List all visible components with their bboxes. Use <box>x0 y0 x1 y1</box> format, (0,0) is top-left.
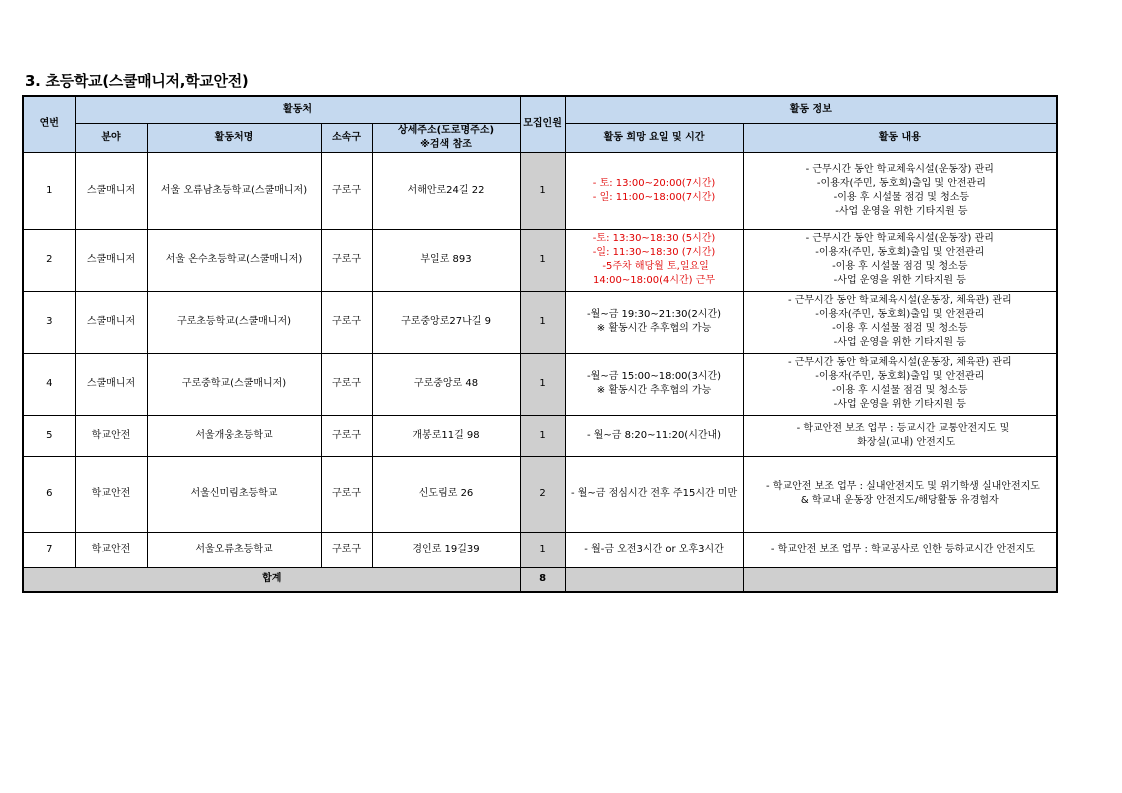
table-row <box>23 152 1057 229</box>
schedule-line: - 월~금 점심시간 전후 주15시간 미만 <box>570 488 738 499</box>
row-count: 1 <box>520 229 565 291</box>
content-line: -이용 후 시설물 점검 및 청소등 <box>832 385 968 396</box>
school-activity-table <box>22 95 1058 593</box>
table-row <box>23 415 1057 456</box>
header-schedule: 활동 희망 요일 및 시간 <box>565 123 743 152</box>
content-line: - 근무시간 동안 학교체육시설(운동장, 체육관) 관리 <box>787 357 1012 368</box>
schedule-line: ※ 활동시간 추후협의 가능 <box>596 323 712 334</box>
row-no: 4 <box>23 353 75 415</box>
content-line: -사업 운영을 위한 기타지원 등 <box>832 205 968 217</box>
row-no: 2 <box>23 229 75 291</box>
schedule-line: 14:00~18:00(4시간) 근무 <box>593 275 716 286</box>
row-district: 구로구 <box>321 415 372 456</box>
row-field: 학교안전 <box>75 532 147 567</box>
row-content <box>743 415 1057 456</box>
content-line: -이용 후 시설물 점검 및 청소등 <box>832 261 968 272</box>
header-field: 분야 <box>75 123 147 152</box>
schedule-line: -일: 11:30~18:30 (7시간) <box>592 247 716 258</box>
content-line: - 학교안전 보조 업무 : 실내안전지도 및 위기학생 실내안전지도 <box>759 481 1040 492</box>
row-count: 2 <box>520 456 565 532</box>
header-address-line2: ※검색 참조 <box>420 138 472 150</box>
schedule-line: ※ 활동시간 추후협의 가능 <box>596 385 712 396</box>
schedule-line: -월~금 19:30~21:30(2시간) <box>587 309 722 320</box>
content-line: -이용 후 시설물 점검 및 청소등 <box>830 191 970 203</box>
row-schedule <box>565 291 743 353</box>
row-no: 1 <box>23 152 75 229</box>
section-title: 3. 초등학교(스쿨매니저,학교안전) <box>25 72 249 90</box>
total-label: 합계 <box>23 567 520 592</box>
row-schedule <box>565 456 743 532</box>
row-count: 1 <box>520 353 565 415</box>
row-field: 스쿨매니저 <box>75 152 147 229</box>
row-content <box>743 152 1057 229</box>
row-district: 구로구 <box>321 229 372 291</box>
row-no: 7 <box>23 532 75 567</box>
row-address: 구로중앙로27나길 9 <box>372 291 520 353</box>
content-line: -이용자(주민, 동호회)출입 및 안전관리 <box>815 247 985 258</box>
row-content <box>743 229 1057 291</box>
row-address: 개봉로11길 98 <box>372 415 520 456</box>
header-address <box>372 123 520 152</box>
content-line: -이용 후 시설물 점검 및 청소등 <box>832 323 968 334</box>
row-schedule <box>565 532 743 567</box>
row-schedule <box>565 353 743 415</box>
content-line: - 학교안전 보조 업무 : 학교공사로 인한 등하교시간 안전지도 <box>764 543 1036 555</box>
row-count: 1 <box>520 415 565 456</box>
row-content <box>743 532 1057 567</box>
row-place-name: 서울 오류남초등학교(스쿨매니저) <box>147 152 321 229</box>
content-line: -사업 운영을 위한 기타지원 등 <box>833 337 966 348</box>
header-content: 활동 내용 <box>743 123 1057 152</box>
schedule-line: -5주차 해당월 토,일요일 <box>599 261 709 272</box>
header-district: 소속구 <box>321 123 372 152</box>
total-schedule-empty <box>565 567 743 592</box>
total-count: 8 <box>520 567 565 592</box>
content-line: -이용자(주민, 동호회)출입 및 안전관리 <box>813 177 986 189</box>
table-row <box>23 532 1057 567</box>
header-activity-place: 활동처 <box>75 96 520 123</box>
total-row <box>23 567 1057 592</box>
row-count: 1 <box>520 532 565 567</box>
row-field: 스쿨매니저 <box>75 229 147 291</box>
row-no: 6 <box>23 456 75 532</box>
row-schedule <box>565 415 743 456</box>
row-place-name: 서울신미림초등학교 <box>147 456 321 532</box>
table-row <box>23 291 1057 353</box>
schedule-line: - 일: 11:00~18:00(7시간) <box>592 191 716 203</box>
content-line: - 근무시간 동안 학교체육시설(운동장) 관리 <box>805 233 994 244</box>
row-count: 1 <box>520 291 565 353</box>
row-address: 신도림로 26 <box>372 456 520 532</box>
header-recruit: 모집인원 <box>520 96 565 152</box>
row-field: 스쿨매니저 <box>75 353 147 415</box>
row-district: 구로구 <box>321 291 372 353</box>
schedule-line: -월~금 15:00~18:00(3시간) <box>587 371 722 382</box>
row-content <box>743 456 1057 532</box>
table-row <box>23 456 1057 532</box>
row-address: 부일로 893 <box>372 229 520 291</box>
row-place-name: 구로중학교(스쿨매니저) <box>147 353 321 415</box>
row-district: 구로구 <box>321 532 372 567</box>
header-address-line1: 상세주소(도로명주소) <box>397 124 495 136</box>
row-content <box>743 291 1057 353</box>
row-field: 스쿨매니저 <box>75 291 147 353</box>
header-no: 연번 <box>23 96 75 152</box>
row-address: 구로중앙로 48 <box>372 353 520 415</box>
content-line: & 학교내 운동장 안전지도/해당활동 유경험자 <box>800 495 999 506</box>
total-content-empty <box>743 567 1057 592</box>
content-line: - 근무시간 동안 학교체육시설(운동장, 체육관) 관리 <box>787 295 1012 306</box>
content-line: - 근무시간 동안 학교체육시설(운동장) 관리 <box>805 163 994 175</box>
row-no: 3 <box>23 291 75 353</box>
row-address: 경인로 19길39 <box>372 532 520 567</box>
content-line: - 학교안전 보조 업무 : 등교시간 교통안전지도 및 <box>790 422 1010 434</box>
row-place-name: 구로초등학교(스쿨매니저) <box>147 291 321 353</box>
content-line: 화장실(교내) 안전지도 <box>844 436 956 448</box>
row-place-name: 서울 온수초등학교(스쿨매니저) <box>147 229 321 291</box>
row-no: 5 <box>23 415 75 456</box>
content-line: -사업 운영을 위한 기타지원 등 <box>833 275 966 286</box>
row-content <box>743 353 1057 415</box>
schedule-line: - 월~금 8:20~11:20(시간내) <box>586 429 722 441</box>
row-district: 구로구 <box>321 353 372 415</box>
row-count: 1 <box>520 152 565 229</box>
row-place-name: 서울개웅초등학교 <box>147 415 321 456</box>
schedule-line: - 토: 13:00~20:00(7시간) <box>592 177 716 189</box>
content-line: -사업 운영을 위한 기타지원 등 <box>833 399 966 410</box>
row-place-name: 서울오류초등학교 <box>147 532 321 567</box>
row-district: 구로구 <box>321 152 372 229</box>
row-field: 학교안전 <box>75 415 147 456</box>
row-schedule <box>565 229 743 291</box>
content-line: -이용자(주민, 동호회)출입 및 안전관리 <box>815 371 985 382</box>
row-field: 학교안전 <box>75 456 147 532</box>
row-district: 구로구 <box>321 456 372 532</box>
header-activity-info: 활동 정보 <box>565 96 1057 123</box>
row-address: 서해안로24길 22 <box>372 152 520 229</box>
schedule-line: -토: 13:30~18:30 (5시간) <box>592 233 716 244</box>
schedule-line: - 월-금 오전3시간 or 오후3시간 <box>584 543 724 555</box>
table-row <box>23 353 1057 415</box>
row-schedule <box>565 152 743 229</box>
table-row <box>23 229 1057 291</box>
header-place-name: 활동처명 <box>147 123 321 152</box>
content-line: -이용자(주민, 동호회)출입 및 안전관리 <box>815 309 985 320</box>
